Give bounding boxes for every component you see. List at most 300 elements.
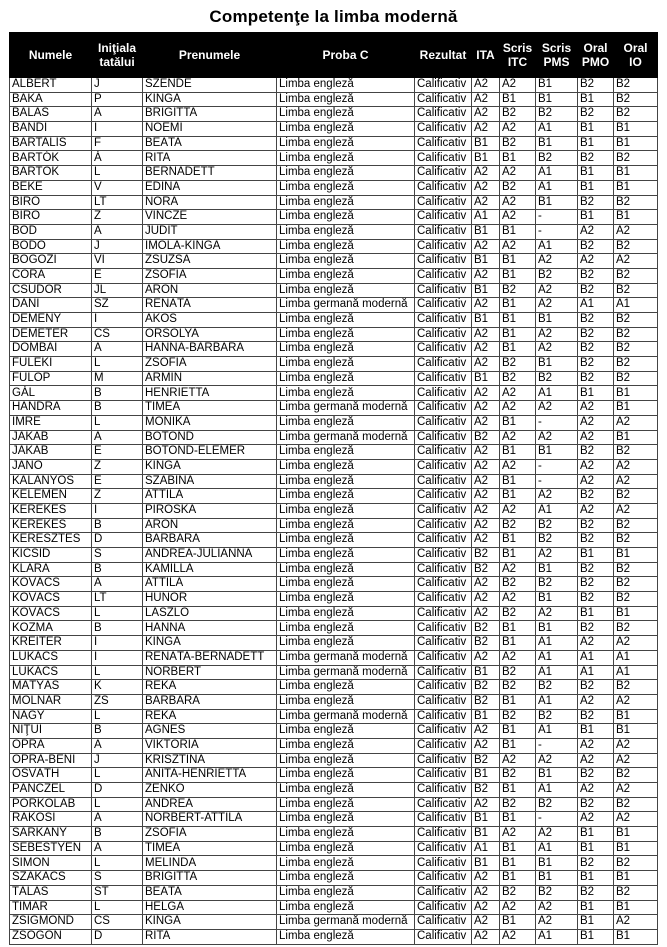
cell-scris_itc: B2 xyxy=(500,518,536,533)
cell-rezultat: Calificativ xyxy=(415,298,472,313)
cell-proba: Limba engleză xyxy=(277,327,415,342)
cell-scris_pms: B1 xyxy=(536,562,578,577)
cell-oral_io: B2 xyxy=(614,562,658,577)
cell-scris_itc: A2 xyxy=(500,459,536,474)
cell-rezultat: Calificativ xyxy=(415,827,472,842)
cell-initiala: B xyxy=(92,386,143,401)
cell-initiala: LT xyxy=(92,195,143,210)
table-row xyxy=(10,562,658,577)
cell-numele: OSVÁTH xyxy=(10,768,92,783)
cell-numele: TIMÁR xyxy=(10,900,92,915)
cell-scris_pms: A2 xyxy=(536,548,578,563)
cell-prenumele: ATTILA xyxy=(143,489,277,504)
cell-rezultat: Calificativ xyxy=(415,342,472,357)
table-row xyxy=(10,812,658,827)
table-row xyxy=(10,636,658,651)
cell-numele: DÁNI xyxy=(10,298,92,313)
cell-ita: A2 xyxy=(472,474,500,489)
cell-scris_pms: A2 xyxy=(536,254,578,269)
cell-oral_io: B2 xyxy=(614,239,658,254)
table-row xyxy=(10,738,658,753)
cell-proba: Limba engleză xyxy=(277,724,415,739)
cell-oral_io: B2 xyxy=(614,92,658,107)
cell-scris_pms: A2 xyxy=(536,606,578,621)
cell-numele: KREITER xyxy=(10,636,92,651)
table-row xyxy=(10,371,658,386)
cell-scris_pms: A1 xyxy=(536,122,578,137)
cell-scris_pms: A2 xyxy=(536,342,578,357)
cell-oral_pmo: A2 xyxy=(578,474,614,489)
cell-ita: A2 xyxy=(472,239,500,254)
cell-initiala: L xyxy=(92,357,143,372)
cell-rezultat: Calificativ xyxy=(415,856,472,871)
cell-initiala: Á xyxy=(92,430,143,445)
cell-oral_pmo: B2 xyxy=(578,562,614,577)
table-row xyxy=(10,724,658,739)
cell-proba: Limba engleză xyxy=(277,151,415,166)
cell-initiala: D xyxy=(92,533,143,548)
table-row xyxy=(10,929,658,944)
cell-oral_pmo: B2 xyxy=(578,621,614,636)
cell-rezultat: Calificativ xyxy=(415,680,472,695)
table-row xyxy=(10,239,658,254)
cell-scris_pms: B2 xyxy=(536,709,578,724)
cell-proba: Limba engleză xyxy=(277,503,415,518)
cell-ita: A2 xyxy=(472,518,500,533)
cell-scris_itc: B1 xyxy=(500,474,536,489)
cell-initiala: I xyxy=(92,122,143,137)
cell-rezultat: Calificativ xyxy=(415,327,472,342)
cell-rezultat: Calificativ xyxy=(415,709,472,724)
cell-oral_io: B1 xyxy=(614,900,658,915)
cell-oral_pmo: B2 xyxy=(578,327,614,342)
cell-scris_pms: A1 xyxy=(536,386,578,401)
cell-prenumele: ZSÓFIA xyxy=(143,268,277,283)
cell-proba: Limba engleză xyxy=(277,268,415,283)
cell-oral_pmo: B2 xyxy=(578,78,614,93)
cell-initiala: D xyxy=(92,929,143,944)
cell-prenumele: RITA xyxy=(143,929,277,944)
cell-scris_pms: A1 xyxy=(536,636,578,651)
table-row xyxy=(10,797,658,812)
cell-proba: Limba engleză xyxy=(277,783,415,798)
cell-oral_io: A2 xyxy=(614,753,658,768)
cell-numele: KICSID xyxy=(10,548,92,563)
cell-numele: KEREKES xyxy=(10,503,92,518)
cell-scris_pms: B2 xyxy=(536,107,578,122)
cell-scris_itc: B1 xyxy=(500,151,536,166)
cell-proba: Limba engleză xyxy=(277,533,415,548)
table-row xyxy=(10,841,658,856)
cell-oral_pmo: B1 xyxy=(578,871,614,886)
cell-oral_pmo: B2 xyxy=(578,239,614,254)
cell-prenumele: ATTILA xyxy=(143,577,277,592)
cell-ita: B1 xyxy=(472,709,500,724)
cell-prenumele: ANDREA xyxy=(143,797,277,812)
cell-prenumele: ÁRON xyxy=(143,518,277,533)
cell-proba: Limba engleză xyxy=(277,357,415,372)
table-row xyxy=(10,885,658,900)
cell-rezultat: Calificativ xyxy=(415,797,472,812)
cell-ita: A2 xyxy=(472,401,500,416)
cell-scris_itc: B1 xyxy=(500,533,536,548)
cell-scris_itc: A2 xyxy=(500,122,536,137)
cell-ita: A2 xyxy=(472,738,500,753)
cell-oral_io: B2 xyxy=(614,107,658,122)
cell-initiala: A xyxy=(92,342,143,357)
cell-initiala: S xyxy=(92,548,143,563)
cell-scris_itc: B1 xyxy=(500,694,536,709)
cell-scris_pms: B1 xyxy=(536,592,578,607)
cell-rezultat: Calificativ xyxy=(415,224,472,239)
cell-scris_pms: B1 xyxy=(536,313,578,328)
table-row xyxy=(10,327,658,342)
cell-prenumele: RITA xyxy=(143,151,277,166)
cell-oral_pmo: B2 xyxy=(578,709,614,724)
cell-initiala: L xyxy=(92,709,143,724)
table-row xyxy=(10,298,658,313)
cell-rezultat: Calificativ xyxy=(415,871,472,886)
table-row xyxy=(10,518,658,533)
table-row xyxy=(10,136,658,151)
cell-initiala: Á xyxy=(92,107,143,122)
cell-oral_io: B2 xyxy=(614,856,658,871)
cell-ita: B1 xyxy=(472,224,500,239)
cell-scris_pms: A2 xyxy=(536,827,578,842)
cell-numele: BIRÓ xyxy=(10,210,92,225)
cell-prenumele: ZSÓFIA xyxy=(143,357,277,372)
cell-ita: A2 xyxy=(472,298,500,313)
cell-ita: A2 xyxy=(472,533,500,548)
cell-oral_io: B2 xyxy=(614,342,658,357)
cell-rezultat: Calificativ xyxy=(415,621,472,636)
cell-initiala: F xyxy=(92,136,143,151)
cell-rezultat: Calificativ xyxy=(415,885,472,900)
cell-numele: BOD xyxy=(10,224,92,239)
cell-initiala: B xyxy=(92,562,143,577)
cell-scris_pms: B2 xyxy=(536,518,578,533)
cell-oral_pmo: A2 xyxy=(578,694,614,709)
cell-ita: B2 xyxy=(472,548,500,563)
cell-oral_pmo: B1 xyxy=(578,136,614,151)
cell-numele: GÁL xyxy=(10,386,92,401)
table-row xyxy=(10,151,658,166)
cell-initiala: V xyxy=(92,180,143,195)
cell-initiala: Z xyxy=(92,210,143,225)
cell-initiala: J xyxy=(92,239,143,254)
cell-proba: Limba engleză xyxy=(277,606,415,621)
cell-prenumele: IMOLA-KINGA xyxy=(143,239,277,254)
cell-proba: Limba engleză xyxy=(277,577,415,592)
cell-prenumele: MÓNIKA xyxy=(143,415,277,430)
cell-initiala: J xyxy=(92,753,143,768)
cell-numele: ZSÖGÖN xyxy=(10,929,92,944)
cell-proba: Limba engleză xyxy=(277,313,415,328)
cell-prenumele: EDINA xyxy=(143,180,277,195)
cell-proba: Limba engleză xyxy=(277,415,415,430)
table-row xyxy=(10,856,658,871)
cell-ita: A2 xyxy=(472,885,500,900)
cell-ita: A2 xyxy=(472,489,500,504)
cell-oral_pmo: B2 xyxy=(578,313,614,328)
cell-scris_itc: A2 xyxy=(500,827,536,842)
cell-scris_pms: B1 xyxy=(536,195,578,210)
cell-rezultat: Calificativ xyxy=(415,592,472,607)
cell-initiala: I xyxy=(92,503,143,518)
cell-ita: B2 xyxy=(472,636,500,651)
cell-scris_pms: B2 xyxy=(536,371,578,386)
cell-oral_pmo: B1 xyxy=(578,180,614,195)
cell-initiala: L xyxy=(92,606,143,621)
cell-initiala: ST xyxy=(92,885,143,900)
table-row xyxy=(10,268,658,283)
cell-scris_itc: B1 xyxy=(500,92,536,107)
cell-oral_pmo: B1 xyxy=(578,724,614,739)
cell-proba: Limba engleză xyxy=(277,856,415,871)
cell-initiala: LT xyxy=(92,592,143,607)
cell-rezultat: Calificativ xyxy=(415,136,472,151)
column-header-oral_pmo: Oral PMO xyxy=(578,33,614,78)
cell-proba: Limba germană modernă xyxy=(277,401,415,416)
column-header-scris_pms: Scris PMS xyxy=(536,33,578,78)
cell-prenumele: RENÁTA-BERNADETT xyxy=(143,650,277,665)
cell-proba: Limba germană modernă xyxy=(277,915,415,930)
cell-prenumele: BRIGITTA xyxy=(143,107,277,122)
cell-prenumele: SZABINA xyxy=(143,474,277,489)
cell-initiala: L xyxy=(92,797,143,812)
cell-prenumele: ÁRMIN xyxy=(143,371,277,386)
cell-initiala: I xyxy=(92,636,143,651)
table-row xyxy=(10,122,658,137)
table-row xyxy=(10,224,658,239)
cell-scris_pms: B2 xyxy=(536,885,578,900)
cell-oral_io: B2 xyxy=(614,518,658,533)
cell-proba: Limba engleză xyxy=(277,885,415,900)
cell-scris_itc: A2 xyxy=(500,166,536,181)
cell-ita: B1 xyxy=(472,812,500,827)
cell-scris_pms: B1 xyxy=(536,92,578,107)
cell-ita: B2 xyxy=(472,562,500,577)
cell-rezultat: Calificativ xyxy=(415,724,472,739)
cell-rezultat: Calificativ xyxy=(415,445,472,460)
cell-numele: ZSIGMOND xyxy=(10,915,92,930)
cell-rezultat: Calificativ xyxy=(415,459,472,474)
cell-initiala: L xyxy=(92,665,143,680)
table-row xyxy=(10,78,658,93)
cell-prenumele: NORBERT xyxy=(143,665,277,680)
cell-ita: A2 xyxy=(472,195,500,210)
cell-proba: Limba germană modernă xyxy=(277,650,415,665)
cell-rezultat: Calificativ xyxy=(415,650,472,665)
cell-prenumele: ZENKŐ xyxy=(143,783,277,798)
cell-proba: Limba engleză xyxy=(277,562,415,577)
table-body xyxy=(10,78,658,945)
table-row xyxy=(10,313,658,328)
cell-prenumele: BOTOND xyxy=(143,430,277,445)
cell-numele: KOZMA xyxy=(10,621,92,636)
cell-prenumele: ORSOLYA xyxy=(143,327,277,342)
cell-ita: A2 xyxy=(472,122,500,137)
column-header-initiala: Iniţiala tatălui xyxy=(92,33,143,78)
cell-rezultat: Calificativ xyxy=(415,694,472,709)
page-title: Competenţe la limba modernă xyxy=(209,7,458,26)
table-header xyxy=(10,33,658,78)
cell-prenumele: KAMILLA xyxy=(143,562,277,577)
cell-prenumele: ÁGNES xyxy=(143,724,277,739)
cell-oral_pmo: A2 xyxy=(578,459,614,474)
cell-rezultat: Calificativ xyxy=(415,430,472,445)
cell-scris_itc: B1 xyxy=(500,489,536,504)
cell-oral_pmo: B2 xyxy=(578,592,614,607)
cell-oral_io: B2 xyxy=(614,577,658,592)
cell-numele: KOVÁCS xyxy=(10,577,92,592)
cell-oral_pmo: A2 xyxy=(578,738,614,753)
cell-oral_pmo: B2 xyxy=(578,533,614,548)
cell-scris_itc: B2 xyxy=(500,797,536,812)
cell-oral_io: B1 xyxy=(614,929,658,944)
cell-ita: B1 xyxy=(472,283,500,298)
cell-oral_pmo: A2 xyxy=(578,783,614,798)
cell-oral_io: B1 xyxy=(614,210,658,225)
cell-proba: Limba engleză xyxy=(277,195,415,210)
cell-ita: B2 xyxy=(472,753,500,768)
cell-rezultat: Calificativ xyxy=(415,812,472,827)
cell-rezultat: Calificativ xyxy=(415,503,472,518)
cell-oral_pmo: A2 xyxy=(578,753,614,768)
cell-proba: Limba engleză xyxy=(277,136,415,151)
cell-oral_io: B1 xyxy=(614,430,658,445)
cell-prenumele: KINGA xyxy=(143,636,277,651)
table-row xyxy=(10,753,658,768)
cell-numele: BARTALIS xyxy=(10,136,92,151)
cell-scris_itc: A2 xyxy=(500,239,536,254)
table-row xyxy=(10,694,658,709)
cell-oral_io: B2 xyxy=(614,797,658,812)
cell-oral_pmo: A1 xyxy=(578,298,614,313)
cell-oral_io: B2 xyxy=(614,313,658,328)
cell-prenumele: BEÁTA xyxy=(143,136,277,151)
cell-numele: KLÁRA xyxy=(10,562,92,577)
cell-proba: Limba engleză xyxy=(277,239,415,254)
cell-numele: DEMETER xyxy=(10,327,92,342)
cell-ita: B1 xyxy=(472,136,500,151)
cell-numele: NAGY xyxy=(10,709,92,724)
cell-ita: B1 xyxy=(472,313,500,328)
table-row xyxy=(10,768,658,783)
cell-oral_pmo: B2 xyxy=(578,268,614,283)
cell-oral_pmo: B2 xyxy=(578,107,614,122)
cell-numele: PÁNCZÉL xyxy=(10,783,92,798)
cell-oral_io: B2 xyxy=(614,371,658,386)
cell-rezultat: Calificativ xyxy=(415,78,472,93)
cell-prenumele: MELINDA xyxy=(143,856,277,871)
cell-scris_itc: B1 xyxy=(500,812,536,827)
cell-oral_pmo: A2 xyxy=(578,430,614,445)
cell-scris_itc: B1 xyxy=(500,313,536,328)
cell-numele: BAKA xyxy=(10,92,92,107)
cell-proba: Limba engleză xyxy=(277,224,415,239)
cell-scris_itc: A2 xyxy=(500,592,536,607)
cell-ita: A2 xyxy=(472,606,500,621)
cell-prenumele: VINCZE xyxy=(143,210,277,225)
cell-initiala: L xyxy=(92,166,143,181)
cell-rezultat: Calificativ xyxy=(415,107,472,122)
cell-scris_pms: B2 xyxy=(536,151,578,166)
cell-rezultat: Calificativ xyxy=(415,180,472,195)
cell-scris_pms: B2 xyxy=(536,268,578,283)
cell-initiala: L xyxy=(92,900,143,915)
cell-scris_itc: B1 xyxy=(500,254,536,269)
cell-numele: BIRÓ xyxy=(10,195,92,210)
table-row xyxy=(10,548,658,563)
table-row xyxy=(10,92,658,107)
column-header-ita: ITA xyxy=(472,33,500,78)
cell-scris_pms: B1 xyxy=(536,136,578,151)
cell-oral_io: B2 xyxy=(614,592,658,607)
cell-oral_io: B1 xyxy=(614,606,658,621)
cell-numele: HANDRA xyxy=(10,401,92,416)
cell-numele: CSŰDÖR xyxy=(10,283,92,298)
cell-scris_itc: B2 xyxy=(500,371,536,386)
cell-oral_pmo: B1 xyxy=(578,606,614,621)
cell-prenumele: HELGA xyxy=(143,900,277,915)
cell-proba: Limba engleză xyxy=(277,929,415,944)
cell-oral_pmo: A2 xyxy=(578,401,614,416)
cell-oral_io: B2 xyxy=(614,489,658,504)
table-row xyxy=(10,680,658,695)
cell-prenumele: KINGA xyxy=(143,92,277,107)
cell-ita: A2 xyxy=(472,92,500,107)
table-row xyxy=(10,621,658,636)
cell-prenumele: ZSÓFIA xyxy=(143,827,277,842)
cell-scris_itc: B2 xyxy=(500,606,536,621)
cell-scris_pms: - xyxy=(536,210,578,225)
cell-scris_pms: - xyxy=(536,474,578,489)
cell-proba: Limba engleză xyxy=(277,78,415,93)
column-header-numele: Numele xyxy=(10,33,92,78)
cell-scris_itc: A2 xyxy=(500,929,536,944)
cell-scris_pms: B2 xyxy=(536,577,578,592)
cell-scris_pms: B1 xyxy=(536,768,578,783)
cell-oral_io: A1 xyxy=(614,665,658,680)
cell-numele: DOMBAI xyxy=(10,342,92,357)
cell-rezultat: Calificativ xyxy=(415,562,472,577)
cell-prenumele: BRIGITTA xyxy=(143,871,277,886)
cell-scris_itc: B1 xyxy=(500,724,536,739)
cell-numele: BODÓ xyxy=(10,239,92,254)
cell-ita: B2 xyxy=(472,694,500,709)
cell-proba: Limba engleză xyxy=(277,371,415,386)
cell-initiala: D xyxy=(92,783,143,798)
cell-initiala: I xyxy=(92,650,143,665)
cell-prenumele: ZSUZSA xyxy=(143,254,277,269)
cell-prenumele: SZENDE xyxy=(143,78,277,93)
cell-scris_itc: A2 xyxy=(500,195,536,210)
cell-oral_io: A2 xyxy=(614,812,658,827)
cell-ita: A2 xyxy=(472,915,500,930)
cell-rezultat: Calificativ xyxy=(415,283,472,298)
cell-oral_pmo: B2 xyxy=(578,342,614,357)
cell-scris_itc: B1 xyxy=(500,268,536,283)
cell-initiala: L xyxy=(92,415,143,430)
cell-proba: Limba engleză xyxy=(277,489,415,504)
cell-scris_itc: A2 xyxy=(500,210,536,225)
cell-prenumele: ANDREA-JULIANNA xyxy=(143,548,277,563)
cell-numele: BANDI xyxy=(10,122,92,137)
table-row xyxy=(10,210,658,225)
cell-scris_pms: A1 xyxy=(536,783,578,798)
cell-oral_io: A2 xyxy=(614,636,658,651)
